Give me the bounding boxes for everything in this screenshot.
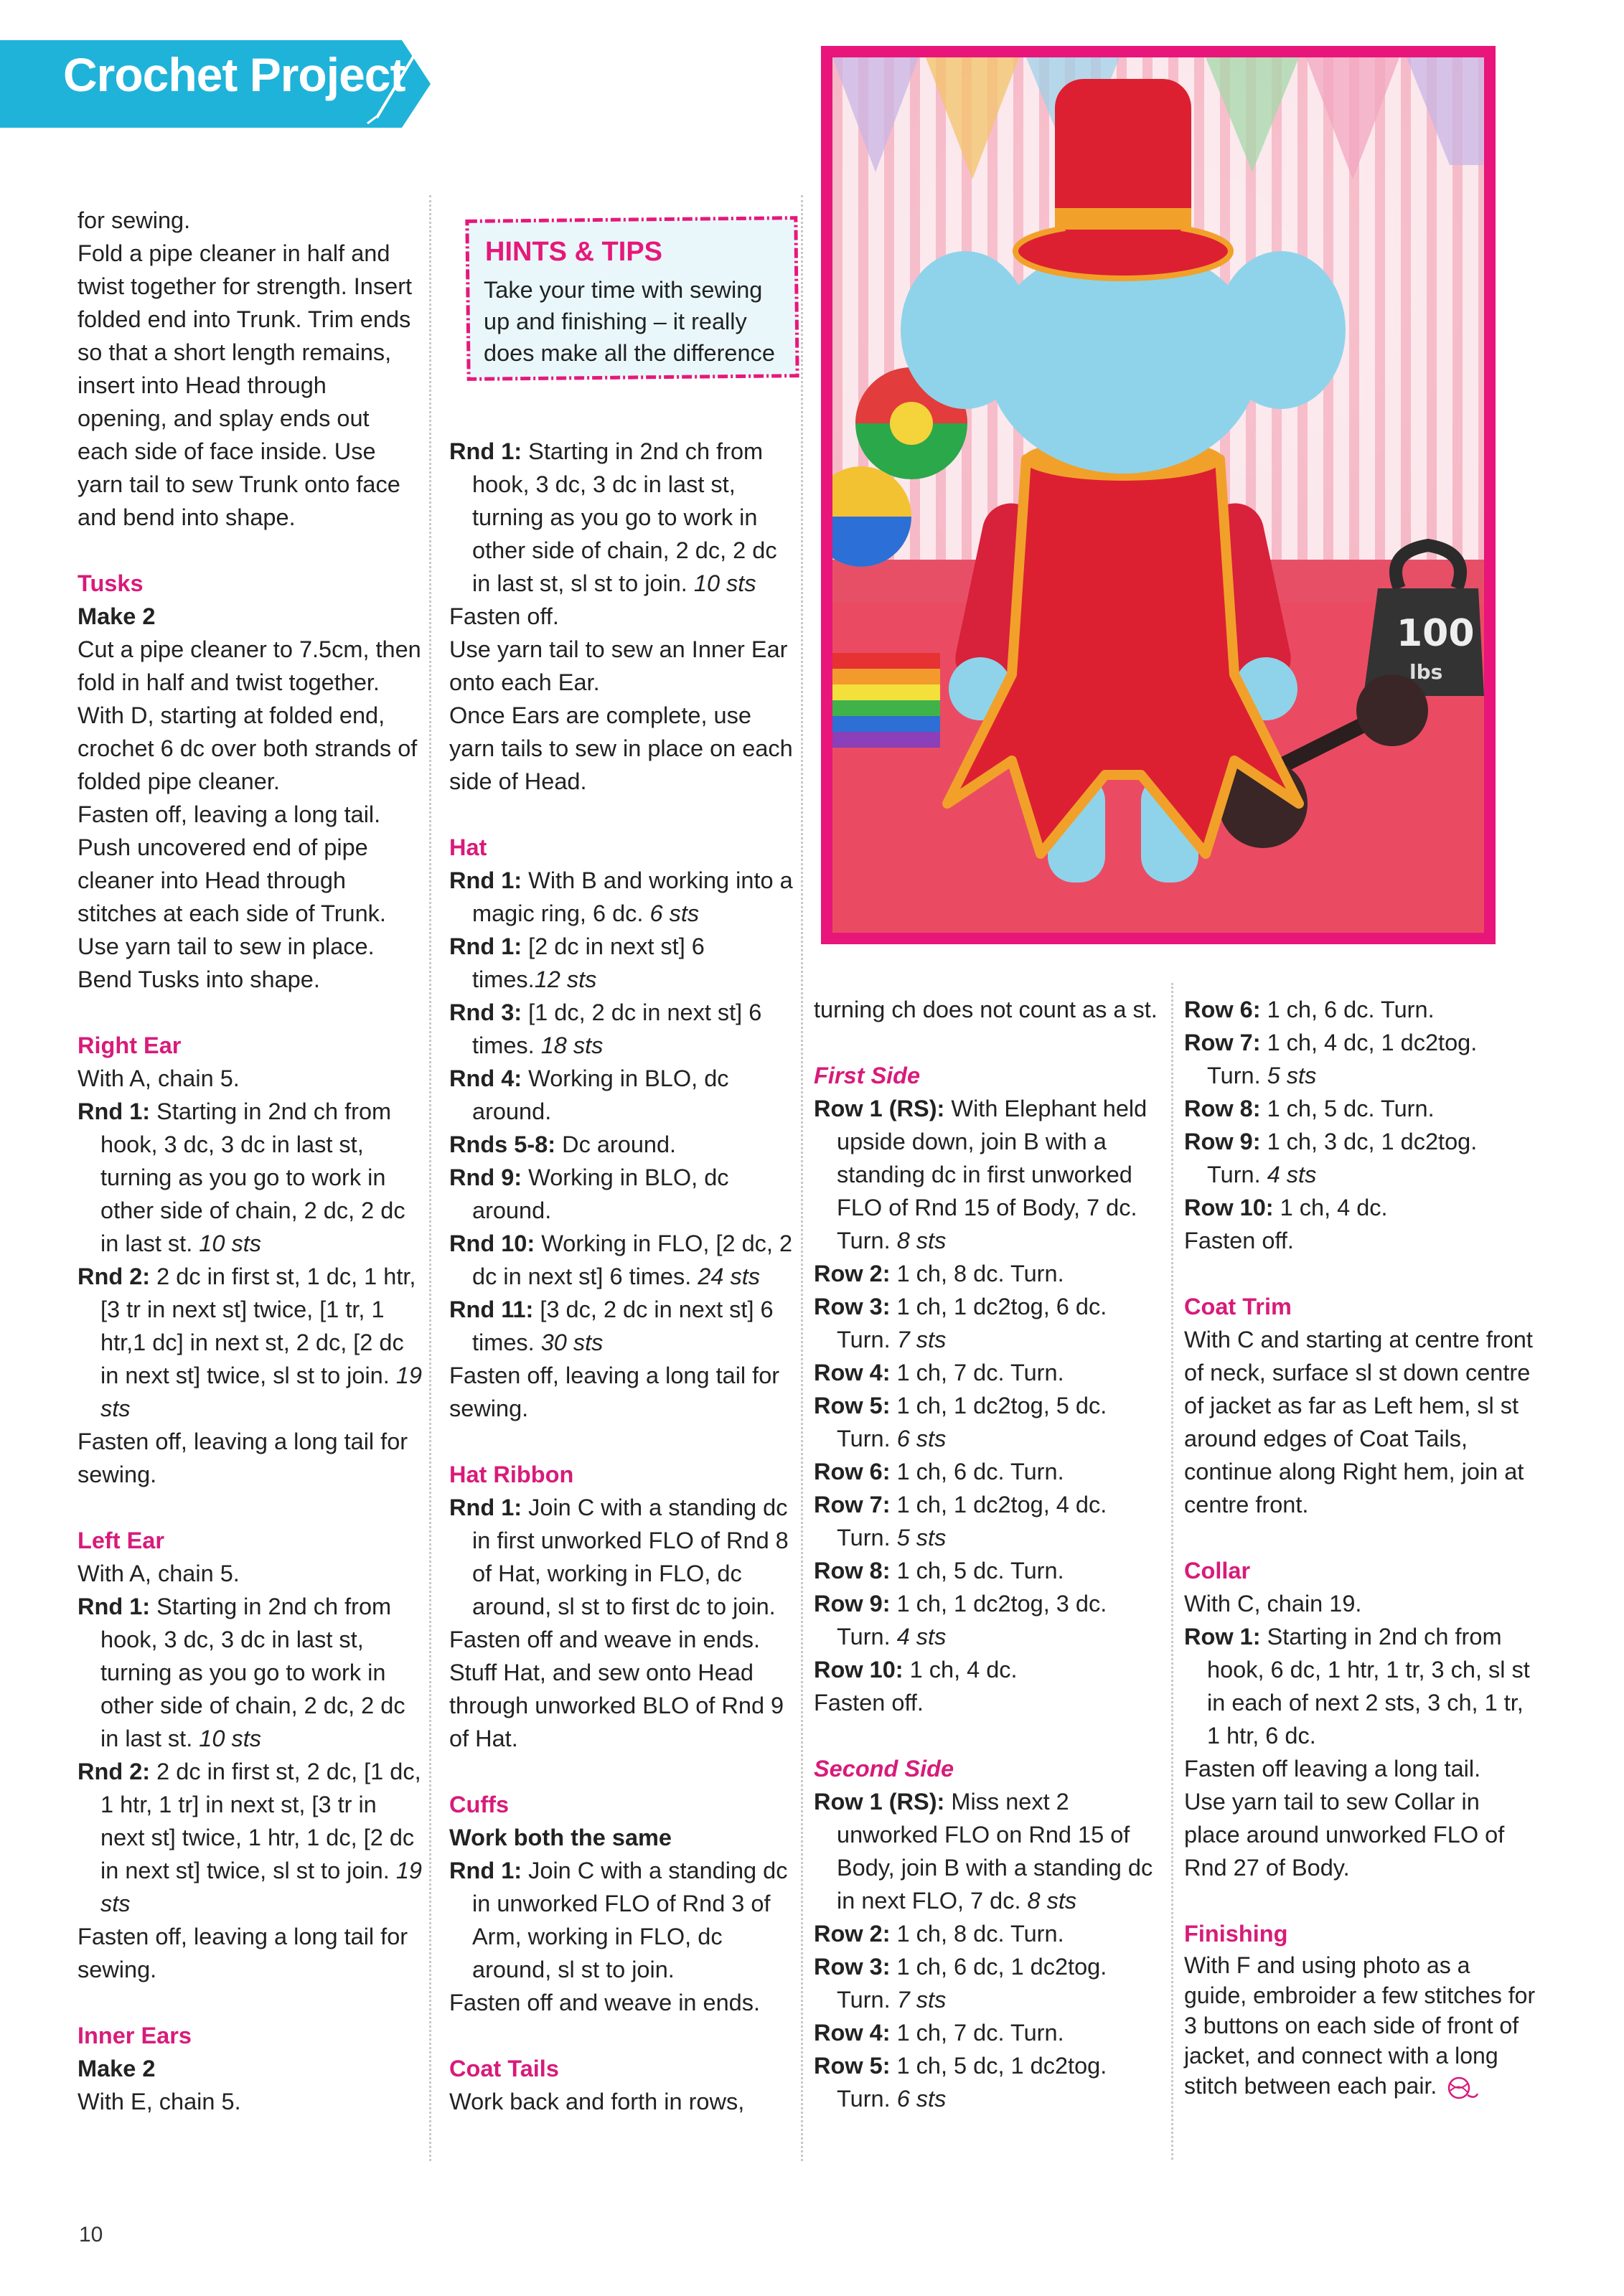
hints-body — [484, 274, 799, 369]
column-divider-2 — [801, 195, 803, 2161]
pattern-row: Rnd 1: Starting in 2nd ch from hook, 3 dc, 3 dc in last st, turning as you go to work in other side of chain, 2 dc, 2 dc in last st. 10 sts — [78, 1594, 405, 1751]
hints-line: Take your time with sewing — [484, 277, 763, 303]
section-heading-coat-tails: Coat Tails — [449, 2056, 559, 2081]
section-heading-second-side: Second Side — [814, 1756, 954, 1782]
pattern-row: Rnd 1: [2 dc in next st] 6 times.12 sts — [449, 933, 705, 992]
page-number: 10 — [79, 2223, 103, 2246]
section-heading-left-ear: Left Ear — [78, 1528, 165, 1553]
pattern-row: Rnd 2: 2 dc in first st, 1 dc, 1 htr, [3 tr in next st] twice, [1 tr, 1 htr,1 dc] in next st, 2 dc, [2 dc in next st] twice, sl st to join. 19 sts — [78, 1264, 422, 1421]
section-heading-cuffs: Cuffs — [449, 1792, 510, 1817]
pattern-row: Row 2: 1 ch, 8 dc. Turn. — [814, 1921, 1064, 1947]
paragraph: Fasten off leaving a long tail. — [1184, 1756, 1481, 1782]
paragraph: Fasten off and weave in ends. — [449, 1990, 761, 2015]
column-2 — [449, 435, 794, 2118]
paragraph: Fasten off. — [1184, 1228, 1294, 1253]
paragraph: Bend Tusks into shape. — [78, 966, 320, 992]
paragraph: turning ch does not count as a st. — [814, 997, 1158, 1022]
pattern-row: Row 9: 1 ch, 1 dc2tog, 3 dc. Turn. 4 sts — [814, 1591, 1107, 1650]
pattern-row: Row 4: 1 ch, 7 dc. Turn. — [814, 1360, 1064, 1385]
pattern-row: Rnds 5-8: Dc around. — [449, 1131, 677, 1157]
pattern-row: Rnd 1: Starting in 2nd ch from hook, 3 dc, 3 dc in last st, turning as you go to work in other side of chain, 2 dc, 2 dc in last st, sl st to join. 10 sts — [449, 438, 777, 596]
pattern-row: Row 4: 1 ch, 7 dc. Turn. — [814, 2020, 1064, 2046]
paragraph: for sewing. — [78, 207, 191, 233]
paragraph: Fasten off, leaving a long tail for sewing. — [78, 1924, 408, 1982]
paragraph: With A, chain 5. — [78, 1065, 240, 1091]
pattern-row: Row 9: 1 ch, 3 dc, 1 dc2tog. Turn. 4 sts — [1184, 1129, 1478, 1187]
section-heading-hat-ribbon: Hat Ribbon — [449, 1462, 574, 1487]
pattern-row: Row 6: 1 ch, 6 dc. Turn. — [1184, 997, 1435, 1022]
subheading: Make 2 — [78, 603, 156, 629]
section-heading-first-side: First Side — [814, 1063, 921, 1088]
pattern-row: Row 2: 1 ch, 8 dc. Turn. — [814, 1261, 1064, 1286]
hints-title: HINTS & TIPS — [485, 237, 663, 267]
pattern-row: Row 8: 1 ch, 5 dc. Turn. — [1184, 1096, 1435, 1121]
subheading: Work both the same — [449, 1825, 672, 1850]
yarn-ball-icon — [1443, 2074, 1479, 2102]
elephant-ringmaster-photo — [832, 57, 1484, 933]
section-heading-finishing: Finishing — [1184, 1921, 1288, 1947]
pattern-row: Row 1: Starting in 2nd ch from hook, 6 dc, 1 htr, 1 tr, 3 ch, sl st in each of next 2 sts, 3 ch, 1 tr, 1 htr, 6 dc. — [1184, 1624, 1530, 1749]
pattern-row: Rnd 1: Join C with a standing dc in unworked FLO of Rnd 3 of Arm, working in FLO, dc around, sl st to join. — [449, 1858, 788, 1982]
paragraph: Work back and forth in rows, — [449, 2089, 745, 2114]
paragraph: Fasten off, leaving a long tail for sewing. — [78, 1429, 408, 1487]
pattern-row: Rnd 9: Working in BLO, dc around. — [449, 1165, 729, 1223]
paragraph: Push uncovered end of pipe cleaner into Head through stitches at each side of Trunk. — [78, 834, 386, 926]
pattern-row: Row 8: 1 ch, 5 dc. Turn. — [814, 1558, 1064, 1584]
paragraph: With A, chain 5. — [78, 1561, 240, 1586]
paragraph: Use yarn tail to sew an Inner Ear onto each Ear. — [449, 636, 788, 695]
paragraph: Fasten off, leaving a long tail for sewing. — [449, 1363, 780, 1421]
paragraph: With C, chain 19. — [1184, 1591, 1362, 1617]
pattern-row: Rnd 1: Starting in 2nd ch from hook, 3 dc, 3 dc in last st, turning as you go to work in other side of chain, 2 dc, 2 dc in last st. 10 sts — [78, 1098, 405, 1256]
section-heading-collar: Collar — [1184, 1558, 1251, 1584]
paragraph: Fasten off and weave in ends. Stuff Hat, and sew onto Head through unworked BLO of Rnd 9 of Hat. — [449, 1627, 784, 1751]
pattern-row: Row 5: 1 ch, 5 dc, 1 dc2tog. Turn. 6 sts — [814, 2053, 1107, 2112]
pattern-row: Rnd 10: Working in FLO, [2 dc, 2 dc in next st] 6 times. 24 sts — [449, 1231, 793, 1289]
pattern-row: Row 10: 1 ch, 4 dc. — [814, 1657, 1018, 1683]
pattern-row: Row 7: 1 ch, 4 dc, 1 dc2tog. Turn. 5 sts — [1184, 1030, 1478, 1088]
hints-line: up and finishing – it really — [484, 309, 747, 334]
pattern-row: Rnd 1: Join C with a standing dc in first unworked FLO of Rnd 8 of Hat, working in FLO, dc around, sl st to first dc to join. — [449, 1495, 789, 1619]
paragraph: With C and starting at centre front of neck, surface sl st down centre of jacket as far as Left hem, sl st around edges of Coat Tails, continue along Right hem, join at centre front. — [1184, 1327, 1533, 1518]
section-heading-right-ear: Right Ear — [78, 1032, 182, 1058]
pattern-row: Row 5: 1 ch, 1 dc2tog, 5 dc. Turn. 6 sts — [814, 1393, 1107, 1452]
pattern-row: Row 7: 1 ch, 1 dc2tog, 4 dc. Turn. 5 sts — [814, 1492, 1107, 1551]
column-4 — [1184, 993, 1536, 2102]
paragraph: Fold a pipe cleaner in half and twist together for strength. Insert folded end into Trunk. Trim ends so that a short length remains, insert into Head through opening, and splay ends out each side of face inside. Use yarn tail to sew Trunk onto face and bend into shape. — [78, 240, 413, 530]
section-heading-coat-trim: Coat Trim — [1184, 1294, 1292, 1319]
column-1 — [78, 204, 422, 2118]
pattern-row: Rnd 4: Working in BLO, dc around. — [449, 1065, 729, 1124]
pattern-row: Rnd 11: [3 dc, 2 dc in next st] 6 times. 30 sts — [449, 1297, 774, 1355]
pattern-row: Row 3: 1 ch, 6 dc, 1 dc2tog. Turn. 7 sts — [814, 1954, 1107, 2013]
pattern-row: Row 1 (RS): With Elephant held upside down, join B with a standing dc in first unworked FLO of Rnd 15 of Body, 7 dc. Turn. 8 sts — [814, 1096, 1147, 1253]
column-divider-1 — [429, 195, 431, 2161]
svg-text:lbs: lbs — [1409, 660, 1443, 684]
paragraph: Use yarn tail to sew in place. — [78, 933, 375, 959]
pattern-row: Row 3: 1 ch, 1 dc2tog, 6 dc. Turn. 7 sts — [814, 1294, 1107, 1352]
paragraph: Cut a pipe cleaner to 7.5cm, then fold in half and twist together. With D, starting at folded end, crochet 6 dc over both strands of folded pipe cleaner. — [78, 636, 421, 794]
column-3 — [814, 993, 1158, 2115]
pattern-row: Row 6: 1 ch, 6 dc. Turn. — [814, 1459, 1064, 1485]
paragraph: Use yarn tail to sew Collar in place around unworked FLO of Rnd 27 of Body. — [1184, 1789, 1505, 1881]
paragraph: Fasten off, leaving a long tail. — [78, 801, 381, 827]
pattern-row: Row 1 (RS): Miss next 2 unworked FLO on Rnd 15 of Body, join B with a standing dc in next FLO, 7 dc. 8 sts — [814, 1789, 1153, 1914]
subheading: Make 2 — [78, 2056, 156, 2081]
hints-line: does make all the difference — [484, 340, 775, 366]
pattern-row: Row 10: 1 ch, 4 dc. — [1184, 1195, 1388, 1220]
svg-text:100: 100 — [1397, 612, 1475, 655]
pattern-row: Rnd 3: [1 dc, 2 dc in next st] 6 times. 18 sts — [449, 999, 762, 1058]
paragraph: Fasten off. — [449, 603, 559, 629]
paragraph: With E, chain 5. — [78, 2089, 241, 2114]
paragraph: With F and using photo as a guide, embroider a few stitches for 3 buttons on each side of front of jacket, and connect with a long stitch between each pair. — [1184, 1950, 1536, 2102]
section-heading-hat: Hat — [449, 834, 487, 860]
paragraph: Fasten off. — [814, 1690, 924, 1716]
paragraph: Once Ears are complete, use yarn tails to sew in place on each side of Head. — [449, 702, 793, 794]
banner-title: Crochet Project — [63, 48, 405, 101]
pattern-row: Rnd 2: 2 dc in first st, 2 dc, [1 dc, 1 htr, 1 tr] in next st, [3 tr in next st] twice, 1 htr, 1 dc, [2 dc in next st] twice, sl st to join. 19 sts — [78, 1759, 422, 1916]
column-divider-3 — [1171, 983, 1173, 2160]
section-heading-tusks: Tusks — [78, 570, 144, 596]
pattern-row: Rnd 1: With B and working into a magic ring, 6 dc. 6 sts — [449, 867, 793, 926]
section-heading-inner-ears: Inner Ears — [78, 2023, 192, 2048]
